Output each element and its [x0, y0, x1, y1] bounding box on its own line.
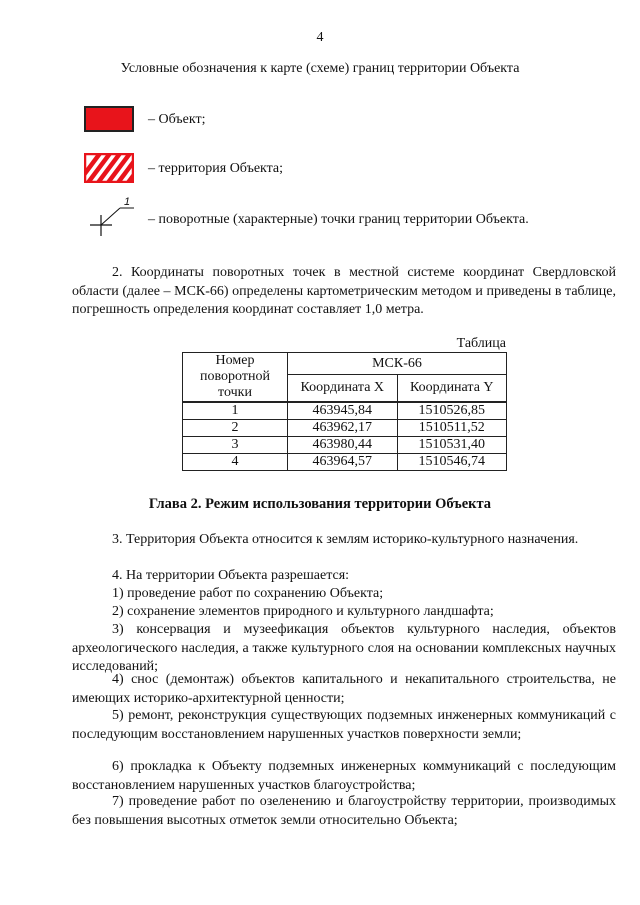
header-y: Координата Y: [397, 375, 507, 403]
list-item-2: 2) сохранение элементов природного и культурного ландшафта;: [112, 604, 494, 619]
coordinate-x: 463945,84: [288, 402, 398, 420]
coordinate-y: 1510546,74: [397, 454, 507, 471]
list-item-5: 5) ремонт, реконструкция существующих подземных инженерных коммуникаций с последующим восстановлением нарушенных участков поверхности земли;: [72, 708, 616, 742]
coordinate-y: 1510511,52: [397, 420, 507, 437]
coordinates-table: [182, 352, 507, 471]
table-row: [183, 402, 507, 420]
header-x: Координата X: [288, 375, 398, 403]
table-row: [183, 420, 507, 437]
list-item-3: 3) консервация и музеефикация объектов культурного наследия, объектов археологического наследия, а также культурного слоя на основании комплексных научных исследований;: [72, 622, 616, 674]
list-item-4: 4) снос (демонтаж) объектов капитального и некапитального строительства, не имеющих историко-архитектурной ценности;: [72, 672, 616, 706]
table-row: [183, 454, 507, 471]
turning-point-label: 1: [123, 196, 131, 208]
list-item-7: 7) проведение работ по озеленению и благоустройству территории, производимых без повышения высотных отметок земли относительно Объекта;: [72, 794, 616, 828]
page-number: 4: [316, 30, 324, 45]
point-number: 2: [183, 420, 288, 437]
legend-item-label: – Объект;: [148, 112, 206, 127]
point-number: 4: [183, 454, 288, 471]
paragraph-3: 3. Территория Объекта относится к землям историко-культурного назначения.: [112, 532, 579, 547]
list-item-6: 6) прокладка к Объекту подземных инженерных коммуникаций с последующим восстановлением нарушенных участков благоустройства;: [72, 759, 616, 793]
legend-item-territory: [0, 153, 640, 185]
paragraph-2: 2. Координаты поворотных точек в местной системе координат Свердловской области (далее – МСК-66) определены картометрическим методом и приведены в таблице, погрешность определения координат составляет 1,0 метра.: [72, 265, 616, 317]
legend-item-label: – территория Объекта;: [148, 161, 284, 176]
point-number: 3: [183, 437, 288, 454]
header-coordinate-system: МСК-66: [288, 353, 507, 375]
coordinate-y: 1510531,40: [397, 437, 507, 454]
list-item-1: 1) проведение работ по сохранению Объекта;: [112, 586, 384, 601]
legend-item-object: [0, 104, 640, 136]
header-point-number: Номер поворотной точки: [183, 353, 288, 403]
legend-title: Условные обозначения к карте (схеме) границ территории Объекта: [120, 61, 520, 76]
coordinate-x: 463980,44: [288, 437, 398, 454]
table-caption: Таблица: [456, 336, 506, 351]
legend-item-label: – поворотные (характерные) точки границ территории Объекта.: [148, 212, 529, 227]
coordinate-x: 463962,17: [288, 420, 398, 437]
point-number: 1: [183, 402, 288, 420]
coordinate-y: 1510526,85: [397, 402, 507, 420]
hatched-red-rectangle-icon: [84, 153, 134, 183]
turning-point-cross-icon: [86, 196, 138, 238]
legend-item-turning-point: [0, 196, 640, 236]
coordinate-x: 463964,57: [288, 454, 398, 471]
solid-red-rectangle-icon: [84, 106, 134, 132]
chapter-title: Глава 2. Режим использования территории Объекта: [148, 496, 492, 512]
paragraph-4: 4. На территории Объекта разрешается:: [112, 568, 350, 583]
table-row: [183, 437, 507, 454]
